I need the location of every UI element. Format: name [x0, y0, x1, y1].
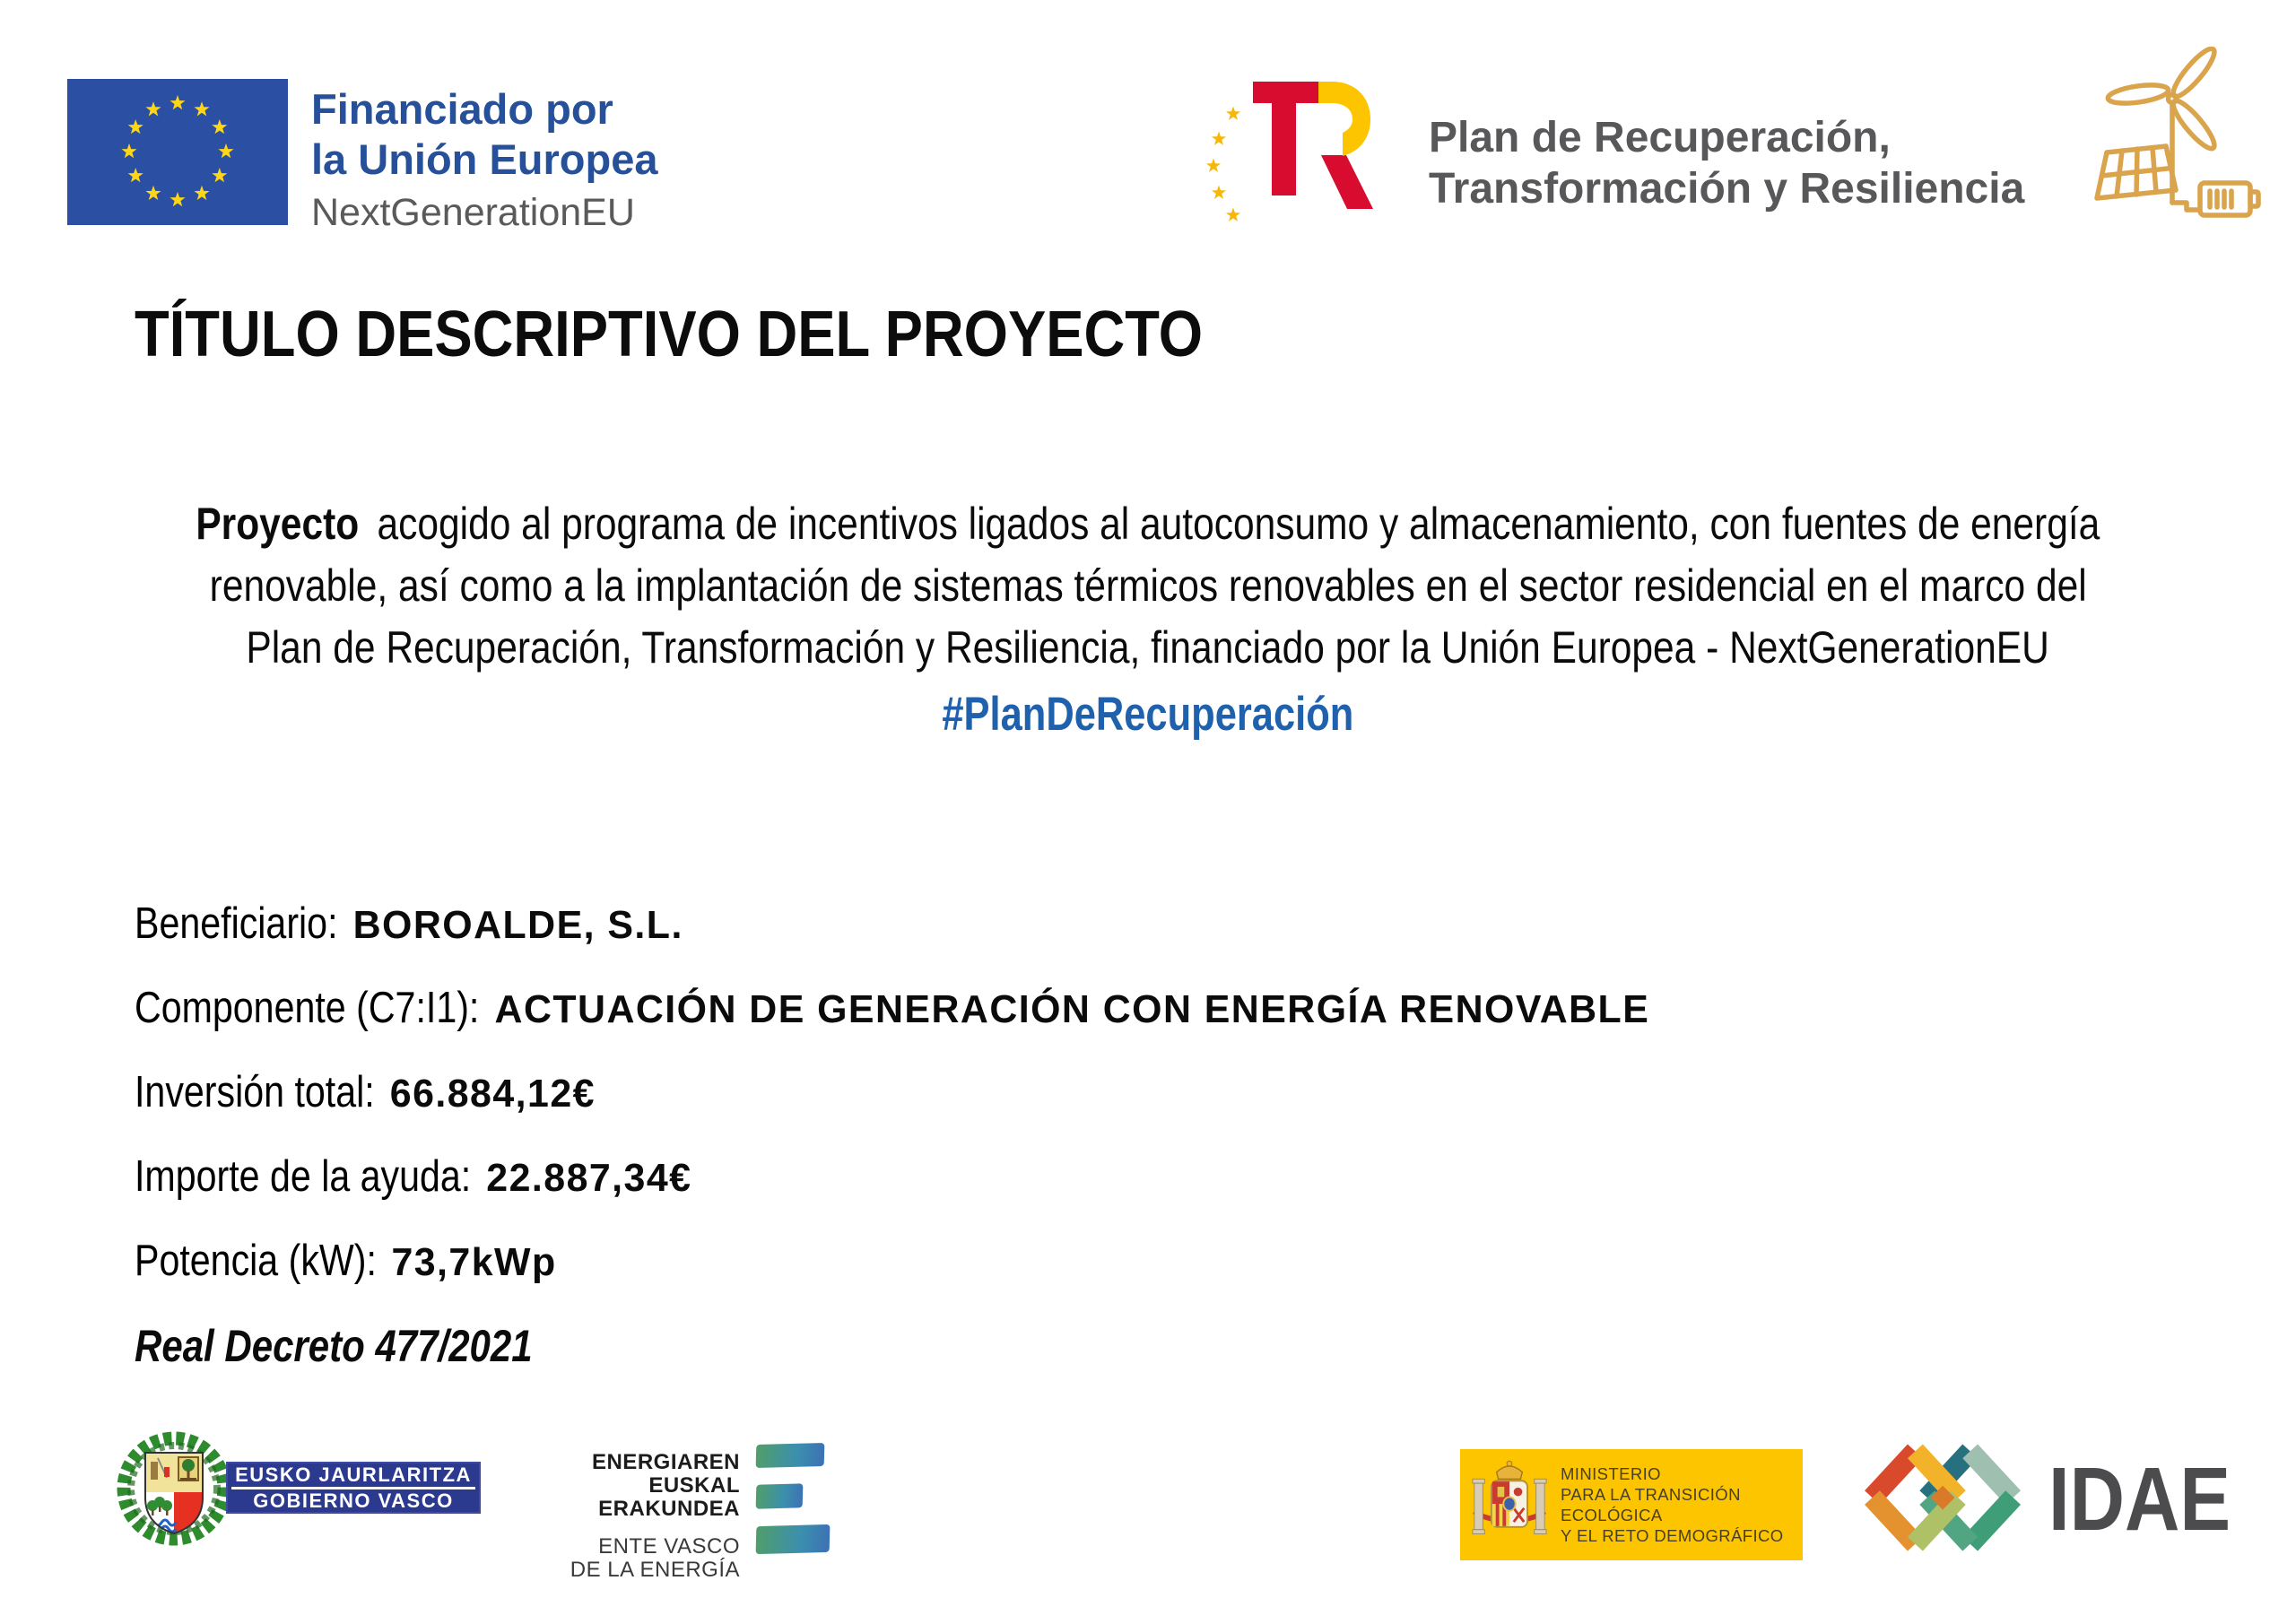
field-value: BOROALDE, S.L.	[352, 903, 683, 947]
eu-funding-text	[311, 79, 658, 235]
basque-coat-of-arms-icon	[115, 1431, 233, 1546]
project-description	[0, 493, 2296, 679]
field-beneficiario	[135, 899, 1490, 951]
eve-line3: ENTE VASCO	[598, 1534, 740, 1559]
idae-wordmark: IDAE	[2048, 1448, 2231, 1550]
eve-line1: ENERGIAREN	[591, 1450, 740, 1474]
description-line-2: renovable, así como a la implantación de sistemas térmicos renovables en el sector residencial en el marco del	[209, 560, 2087, 611]
eu-funding-line1: Financiado por	[311, 85, 613, 133]
ministry-logo	[1460, 1449, 1803, 1560]
basque-government-logo	[115, 1428, 491, 1553]
idae-mark-icon	[1862, 1435, 2025, 1564]
prtr-logo-block	[1206, 76, 2024, 233]
description-line-1	[0, 493, 2296, 555]
eu-funding-logo	[67, 79, 658, 235]
field-value: 22.887,34€	[486, 1156, 692, 1200]
field-value: ACTUACIÓN DE GENERACIÓN CON ENERGÍA RENOVABLE	[494, 987, 1649, 1031]
ministry-line1: MINISTERIO	[1561, 1464, 1661, 1483]
eve-line2: EUSKAL ERAKUNDEA	[598, 1473, 740, 1521]
field-value: 73,7kWp	[391, 1240, 557, 1284]
field-componente	[135, 983, 1649, 1035]
prtr-title-line1: Plan de Recuperación,	[1429, 114, 1891, 161]
field-inversion-total	[135, 1067, 1490, 1119]
prtr-title-line2: Transformación y Resiliencia	[1429, 165, 2025, 213]
spain-coat-of-arms-icon	[1471, 1458, 1548, 1551]
hashtag	[0, 687, 2296, 742]
prtr-title	[1429, 112, 2024, 214]
field-value: 66.884,12€	[389, 1072, 596, 1116]
prtr-tr-icon	[1206, 76, 1386, 233]
ministry-text	[1561, 1463, 1803, 1546]
eve-text-block	[532, 1442, 740, 1582]
eve-stroke-middle	[756, 1483, 804, 1508]
field-potencia	[135, 1236, 1490, 1288]
description-line1-rest: acogido al programa de incentivos ligados al autoconsumo y almacenamiento, con fuentes de energía	[366, 499, 2100, 549]
nextgeneu-label: NextGenerationEU	[311, 191, 635, 234]
eu-flag-icon	[67, 79, 288, 225]
decree-reference: Real Decreto 477/2021	[135, 1321, 533, 1371]
basque-government-banner	[226, 1462, 481, 1514]
renewable-energy-icon	[2085, 47, 2269, 230]
basque-gov-line2: GOBIERNO VASCO	[253, 1489, 454, 1512]
eve-e-mark-icon	[756, 1442, 830, 1553]
description-lead: Proyecto	[196, 499, 360, 549]
eve-logo	[532, 1442, 830, 1582]
description-line-3: Plan de Recuperación, Transformación y Resiliencia, financiado por la Unión Europea - NextGenerationEU	[246, 622, 2050, 673]
basque-gov-line1: EUSKO JAURLARITZA	[235, 1463, 472, 1486]
eve-spacer	[532, 1521, 740, 1535]
page-title-text: TÍTULO DESCRIPTIVO DEL PROYECTO	[135, 299, 1204, 370]
field-importe-ayuda	[135, 1151, 1490, 1203]
field-label: Inversión total:	[135, 1068, 375, 1116]
field-label: Componente (C7:I1):	[135, 984, 480, 1032]
hashtag-text: #PlanDeRecuperación	[942, 688, 1354, 741]
ministry-line3: Y EL RETO DEMOGRÁFICO	[1561, 1526, 1784, 1545]
field-label: Potencia (kW):	[135, 1237, 377, 1285]
page-title	[135, 298, 1348, 371]
eve-stroke-top	[756, 1443, 825, 1468]
eve-stroke-bottom	[756, 1524, 831, 1554]
project-fields	[135, 899, 1748, 1372]
field-label: Beneficiario:	[135, 899, 338, 948]
eu-funding-line2: la Unión Europea	[311, 135, 658, 183]
field-label: Importe de la ayuda:	[135, 1152, 472, 1201]
eve-line4: DE LA ENERGÍA	[570, 1558, 740, 1582]
idae-logo	[1862, 1435, 2263, 1564]
ministry-line2: PARA LA TRANSICIÓN ECOLÓGICA	[1561, 1485, 1741, 1524]
